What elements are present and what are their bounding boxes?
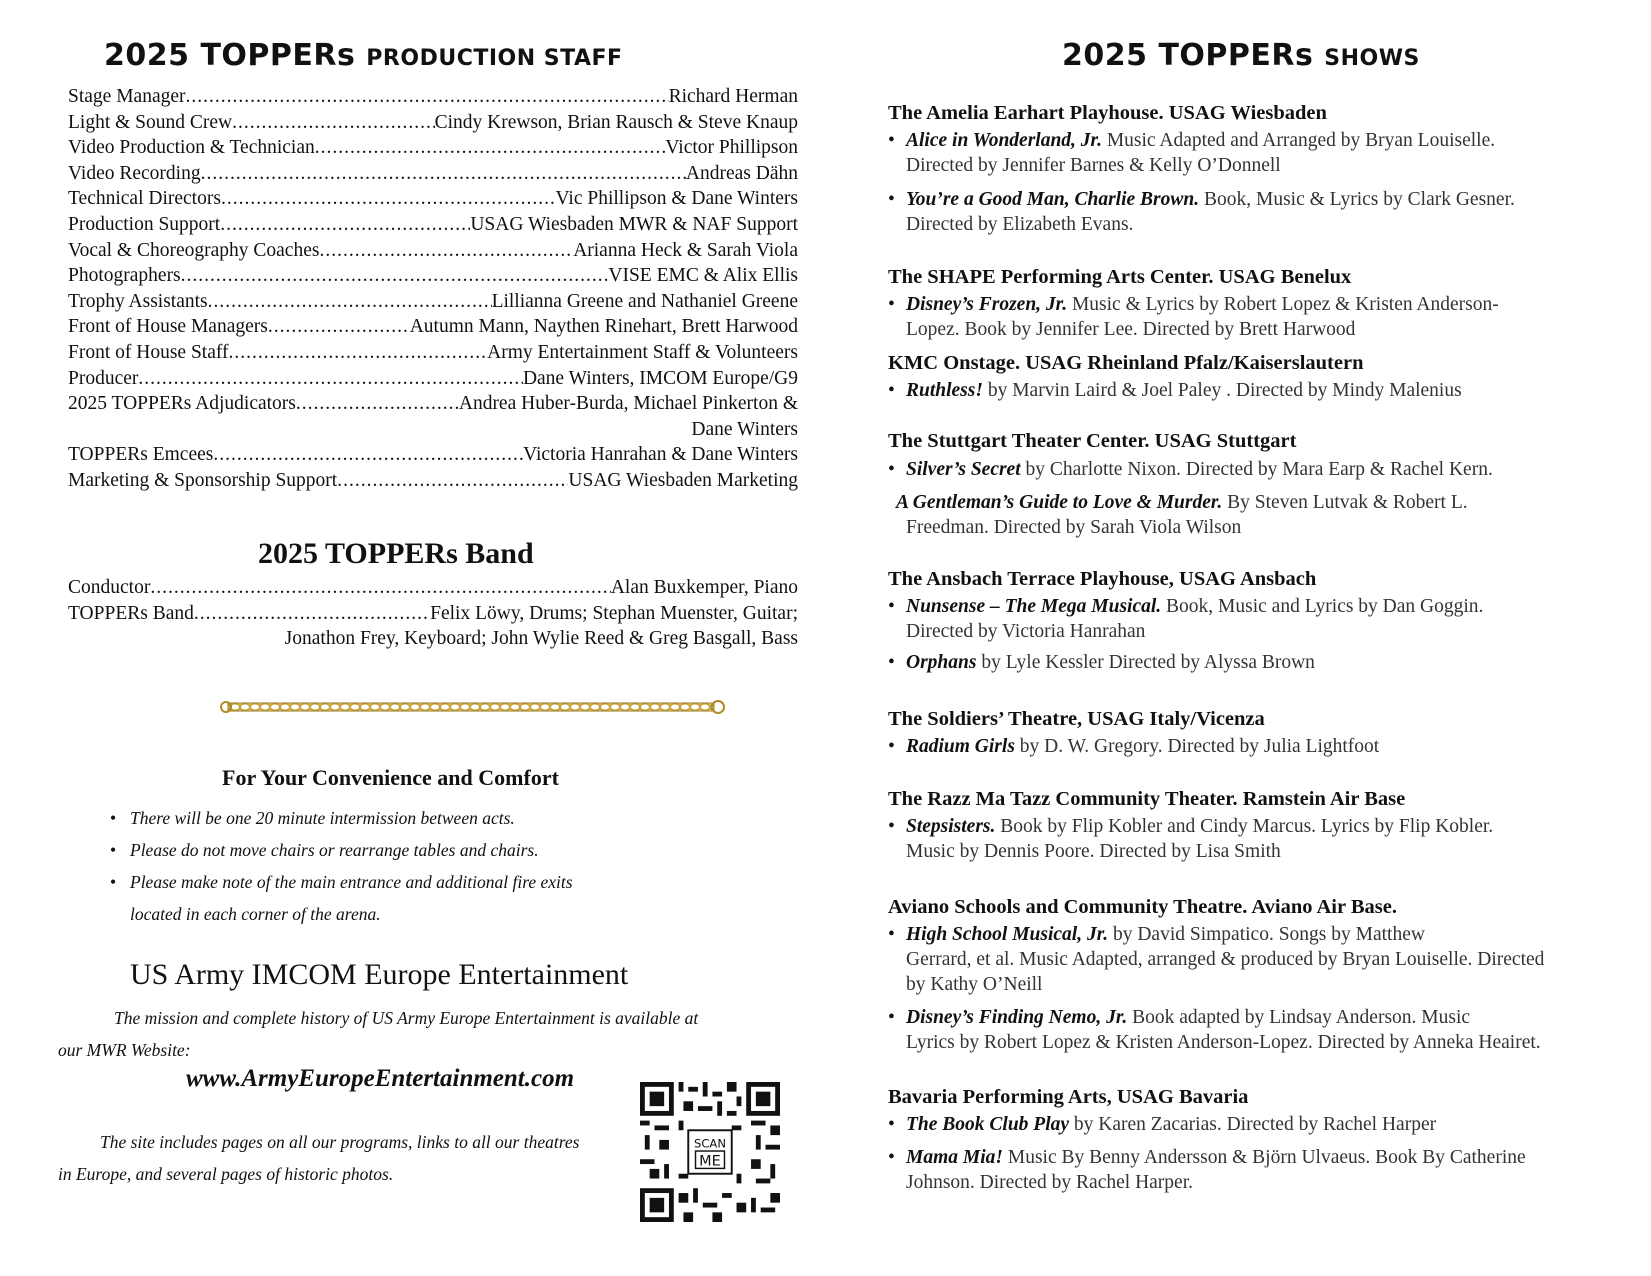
staff-row: 2025 TOPPERs Adjudicators ..... Andrea Huber-Burda, Michael Pinkerton &	[68, 391, 798, 417]
mission-text: The mission and complete history of US Army Europe Entertainment is available at our MWR Website:	[58, 1008, 699, 1060]
convenience-title: For Your Convenience and Comfort	[222, 765, 559, 790]
imcom-title: US Army IMCOM Europe Entertainment	[130, 958, 629, 991]
list-item: • Please do not move chairs or rearrange tables and chairs.	[110, 834, 573, 866]
staff-row: Front of House Staff ..... Army Entertainment Staff & Volunteers	[68, 340, 798, 366]
show-entry: • Disney’s Frozen, Jr. Music & Lyrics by Robert Lopez & Kristen Anderson- Lopez. Book by Jennifer Lee. Directed by Brett Harwood	[888, 294, 1499, 340]
show-entry: • Alice in Wonderland, Jr. Music Adapted and Arranged by Bryan Louiselle. Directed by Jennifer Barnes & Kelly O’Donnell	[888, 130, 1496, 176]
show-entry: • Nunsense – The Mega Musical. Book, Music and Lyrics by Dan Goggin. Directed by Victoria Hanrahan	[888, 596, 1484, 642]
band-row-continuation: Jonathon Frey, Keyboard; John Wylie Reed & Greg Basgall, Bass	[284, 628, 798, 650]
theater-heading: The Razz Ma Tazz Community Theater. Ramstein Air Base	[888, 788, 1406, 810]
band-row: Conductor ..... Alan Buxkemper, Piano	[68, 575, 798, 601]
staff-row: Front of House Managers ..... Autumn Mann, Naythen Rinehart, Brett Harwood	[68, 314, 798, 340]
theater-heading: The SHAPE Performing Arts Center. USAG Benelux	[888, 266, 1352, 288]
staff-row: Marketing & Sponsorship Support ..... USAG Wiesbaden Marketing	[68, 468, 798, 494]
theater-heading: Aviano Schools and Community Theatre. Aviano Air Base.	[888, 896, 1397, 918]
staff-row: Trophy Assistants ..... Lillianna Greene and Nathaniel Greene	[68, 289, 798, 315]
qr-code-icon[interactable]	[640, 1082, 780, 1222]
staff-row: Video Recording ..... Andreas Dähn	[68, 161, 798, 187]
show-entry: • Orphans by Lyle Kessler Directed by Alyssa Brown	[888, 652, 1315, 673]
staff-row: Vocal & Choreography Coaches ..... Arianna Heck & Sarah Viola	[68, 238, 798, 264]
shows-title-rest: SHOWS	[1324, 46, 1420, 71]
theater-heading: The Ansbach Terrace Playhouse, USAG Ansbach	[888, 568, 1317, 590]
staff-row-continuation: Dane Winters	[691, 418, 798, 440]
staff-row: Technical Directors ..... Vic Phillipson & Dane Winters	[68, 186, 798, 212]
band-list	[68, 575, 798, 652]
show-entry: • The Book Club Play by Karen Zacarias. Directed by Rachel Harper	[888, 1114, 1437, 1135]
staff-row: Video Production & Technician ..... Victor Phillipson	[68, 135, 798, 161]
show-entry: • Ruthless! by Marvin Laird & Joel Paley . Directed by Mindy Malenius	[888, 380, 1462, 401]
theater-heading: The Soldiers’ Theatre, USAG Italy/Vicenza	[888, 708, 1265, 730]
theater-heading: The Stuttgart Theater Center. USAG Stuttgart	[888, 430, 1297, 452]
theater-heading: The Amelia Earhart Playhouse. USAG Wiesbaden	[888, 102, 1327, 124]
staff-row: Producer ..... Dane Winters, IMCOM Europe/G9	[68, 366, 798, 392]
theater-heading: Bavaria Performing Arts, USAG Bavaria	[888, 1086, 1249, 1108]
show-entry: • You’re a Good Man, Charlie Brown. Book, Music & Lyrics by Clark Gesner. Directed by Elizabeth Evans.	[888, 189, 1515, 235]
staff-row: Production Support ..... USAG Wiesbaden MWR & NAF Support	[68, 212, 798, 238]
production-staff-title: 2025 TOPPERs PRODUCTION STAFF	[104, 38, 623, 73]
list-item-continuation: located in each corner of the arena.	[130, 904, 381, 924]
show-entry: • Mama Mia! Music By Benny Andersson & Björn Ulvaeus. Book By Catherine Johnson. Directed by Rachel Harper.	[888, 1147, 1526, 1193]
theater-heading: KMC Onstage. USAG Rheinland Pfalz/Kaiserslautern	[888, 352, 1364, 374]
gold-chain-divider	[220, 700, 726, 714]
staff-row: Photographers ..... VISE EMC & Alix Ellis	[68, 263, 798, 289]
qr-scan-label: SCAN	[693, 1136, 727, 1151]
show-entry: • Silver’s Secret by Charlotte Nixon. Directed by Mara Earp & Rachel Kern.	[888, 459, 1493, 480]
qr-me-label: ME	[699, 1153, 721, 1170]
staff-row: Light & Sound Crew ..... Cindy Krewson, Brian Rausch & Steve Knaup	[68, 110, 798, 136]
show-entry: • Disney’s Finding Nemo, Jr. Book adapted by Lindsay Anderson. Music Lyrics by Robert Lopez & Kristen Anderson-Lopez. Directed by Anneka Heairet.	[888, 1007, 1541, 1053]
show-entry: • High School Musical, Jr. by David Simpatico. Songs by Matthew Gerrard, et al. Music Adapted, arranged & produced by Bryan Louiselle. Directed by Kathy O’Neill	[888, 924, 1545, 995]
list-item: • There will be one 20 minute intermission between acts.	[110, 802, 573, 834]
website-link[interactable]: www.ArmyEuropeEntertainment.com	[186, 1065, 575, 1092]
staff-row: Stage Manager ..... Richard Herman	[68, 84, 798, 110]
show-entry: • Stepsisters. Book by Flip Kobler and Cindy Marcus. Lyrics by Flip Kobler. Music by Dennis Poore. Directed by Lisa Smith	[888, 816, 1494, 862]
list-item: • Please make note of the main entrance and additional fire exits located in each corner of the arena.	[110, 866, 573, 930]
shows-title: 2025 TOPPERs SHOWS	[1062, 38, 1420, 73]
band-title: 2025 TOPPERs Band	[258, 537, 534, 570]
band-row: TOPPERs Band ..... Felix Löwy, Drums; Stephan Muenster, Guitar;	[68, 601, 798, 627]
show-entry: A Gentleman’s Guide to Love & Murder. By Steven Lutvak & Robert L. Freedman. Directed by Sarah Viola Wilson	[896, 492, 1468, 538]
convenience-list	[110, 802, 573, 930]
show-entry: • Radium Girls by D. W. Gregory. Directed by Julia Lightfoot	[888, 736, 1380, 757]
production-staff-title-rest: PRODUCTION STAFF	[366, 46, 623, 71]
production-staff-list	[68, 84, 798, 494]
site-description: The site includes pages on all our programs, links to all our theatres in Europe, and several pages of historic photos.	[58, 1132, 580, 1184]
staff-row: TOPPERs Emcees ..... Victoria Hanrahan & Dane Winters	[68, 442, 798, 468]
